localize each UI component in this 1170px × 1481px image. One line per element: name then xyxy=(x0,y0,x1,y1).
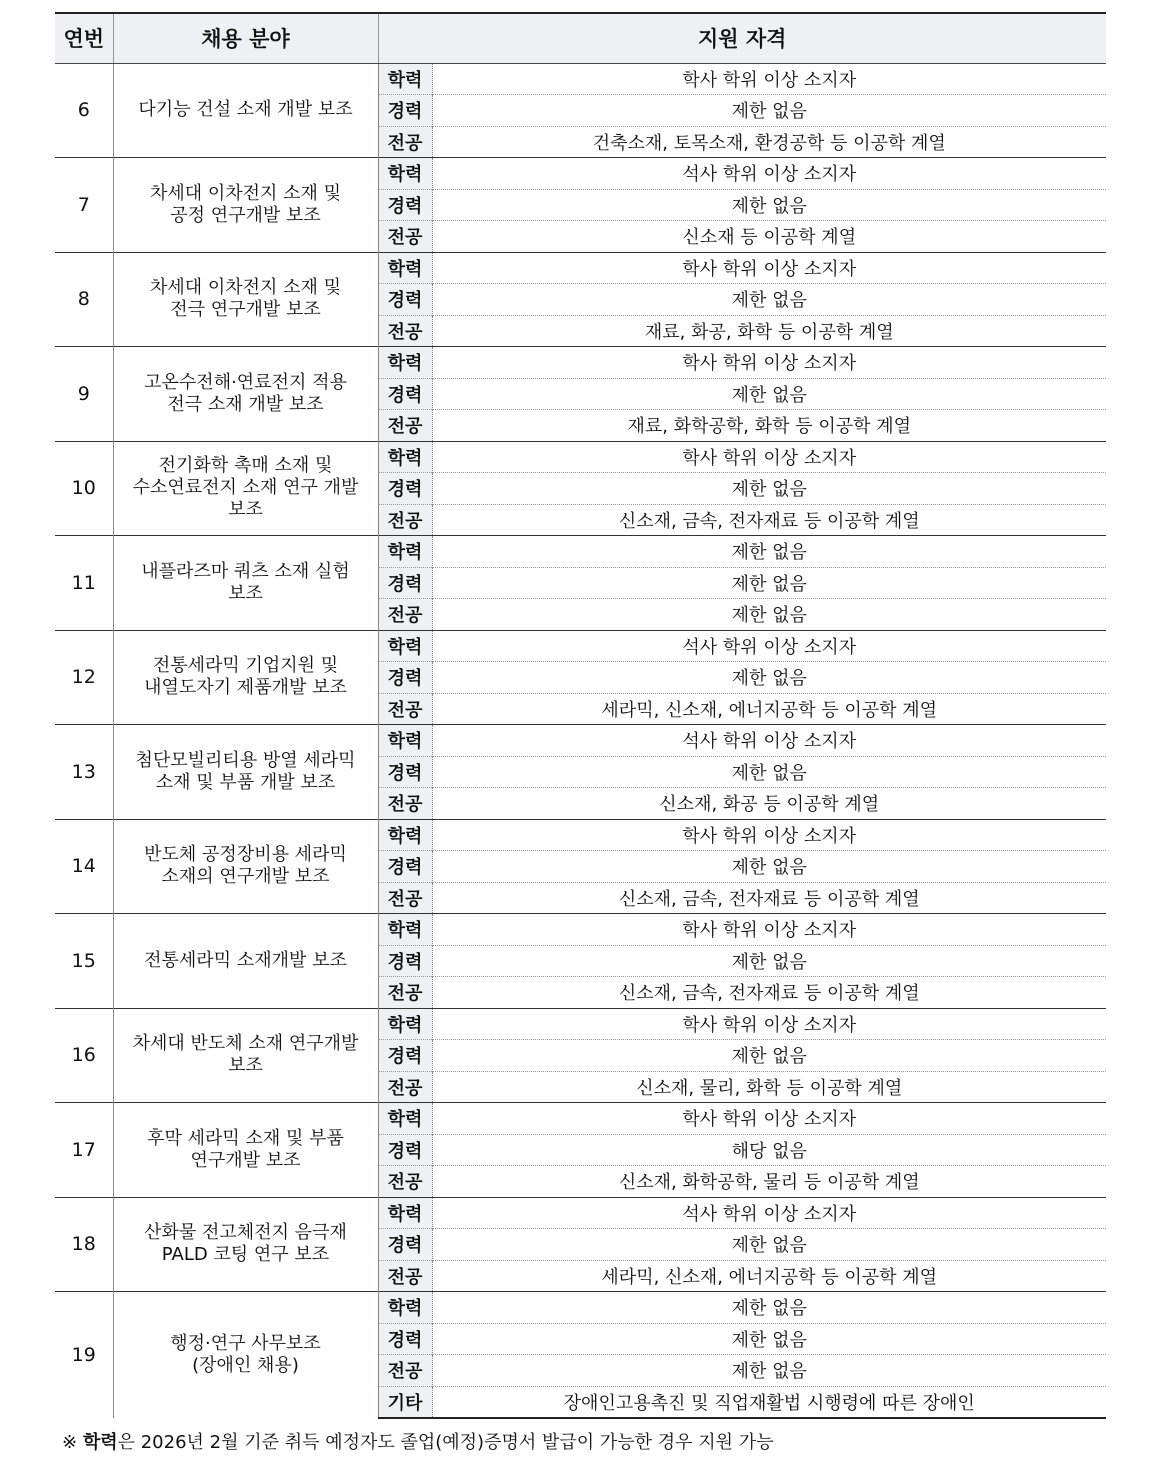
row-number: 10 xyxy=(55,441,113,536)
qualification-value: 신소재 등 이공학 계열 xyxy=(432,221,1106,253)
qualification-value: 학사 학위 이상 소지자 xyxy=(432,441,1106,473)
qualification-value: 재료, 화학공학, 화학 등 이공학 계열 xyxy=(432,410,1106,442)
qualification-label: 전공 xyxy=(378,221,432,253)
recruitment-field-line: 내플라즈마 쿼츠 소재 실험 xyxy=(141,560,350,582)
recruitment-field xyxy=(113,158,378,253)
qualification-label: 전공 xyxy=(378,126,432,158)
recruitment-field xyxy=(113,819,378,914)
qualification-label: 기타 xyxy=(378,1386,432,1418)
qualification-value: 신소재, 금속, 전자재료 등 이공학 계열 xyxy=(432,882,1106,914)
qualification-label: 학력 xyxy=(378,536,432,568)
qualification-value: 제한 없음 xyxy=(432,1355,1106,1387)
header-field: 채용 분야 xyxy=(113,13,378,63)
qualification-label: 전공 xyxy=(378,977,432,1009)
qualification-label: 전공 xyxy=(378,1260,432,1292)
qualification-label: 경력 xyxy=(378,473,432,505)
row-number: 13 xyxy=(55,725,113,820)
qualification-label: 전공 xyxy=(378,693,432,725)
footnote xyxy=(62,1428,774,1454)
row-number: 8 xyxy=(55,252,113,347)
recruitment-field-line: 소재 및 부품 개발 보조 xyxy=(155,771,336,793)
qualification-label: 전공 xyxy=(378,1071,432,1103)
qualification-value: 학사 학위 이상 소지자 xyxy=(432,914,1106,946)
recruitment-field-line: 보조 xyxy=(228,582,263,604)
qualification-value: 제한 없음 xyxy=(432,284,1106,316)
recruitment-field-line: 보조 xyxy=(228,1055,263,1077)
qualification-table xyxy=(55,12,1106,1419)
qualification-label: 전공 xyxy=(378,1355,432,1387)
recruitment-field xyxy=(113,1197,378,1292)
qualification-value: 신소재, 금속, 전자재료 등 이공학 계열 xyxy=(432,977,1106,1009)
qualification-label: 학력 xyxy=(378,63,432,95)
recruitment-field xyxy=(113,725,378,820)
recruitment-field-line: 내열도자기 제품개발 보조 xyxy=(144,677,347,699)
table-row xyxy=(55,1008,1106,1040)
row-number: 7 xyxy=(55,158,113,253)
qualification-value: 세라믹, 신소재, 에너지공학 등 이공학 계열 xyxy=(432,1260,1106,1292)
qualification-value: 제한 없음 xyxy=(432,1292,1106,1324)
qualification-value: 학사 학위 이상 소지자 xyxy=(432,819,1106,851)
recruitment-field-line: 차세대 이차전지 소재 및 xyxy=(149,277,342,299)
recruitment-field-line: 공정 연구개발 보조 xyxy=(170,204,321,226)
qualification-label: 학력 xyxy=(378,1008,432,1040)
footnote-mark: ※ xyxy=(62,1432,78,1453)
recruitment-field xyxy=(113,630,378,725)
header-num: 연번 xyxy=(55,13,113,63)
table-row xyxy=(55,819,1106,851)
qualification-value: 제한 없음 xyxy=(432,851,1106,883)
qualification-label: 경력 xyxy=(378,1229,432,1261)
footnote-bold: 학력 xyxy=(82,1432,118,1453)
row-number: 12 xyxy=(55,630,113,725)
row-number: 15 xyxy=(55,914,113,1009)
qualification-value: 제한 없음 xyxy=(432,95,1106,127)
recruitment-field-line: PALD 코팅 연구 보조 xyxy=(161,1244,330,1266)
table-row xyxy=(55,252,1106,284)
recruitment-field xyxy=(113,1008,378,1103)
row-number: 16 xyxy=(55,1008,113,1103)
recruitment-field-line: 전기화학 촉매 소재 및 xyxy=(158,455,333,477)
header-qualification: 지원 자격 xyxy=(378,13,1106,63)
table-row xyxy=(55,1292,1106,1324)
qualification-value: 제한 없음 xyxy=(432,599,1106,631)
qualification-value: 제한 없음 xyxy=(432,662,1106,694)
qualification-value: 제한 없음 xyxy=(432,567,1106,599)
qualification-label: 경력 xyxy=(378,189,432,221)
qualification-value: 장애인고용촉진 및 직업재활법 시행령에 따른 장애인 xyxy=(432,1386,1106,1418)
table-row xyxy=(55,1103,1106,1135)
recruitment-field xyxy=(113,536,378,631)
qualification-value: 학사 학위 이상 소지자 xyxy=(432,1103,1106,1135)
table-row xyxy=(55,63,1106,95)
recruitment-field xyxy=(113,1103,378,1198)
recruitment-field-line: 첨단모빌리티용 방열 세라믹 xyxy=(135,749,356,771)
table-row xyxy=(55,441,1106,473)
qualification-value: 제한 없음 xyxy=(432,1323,1106,1355)
qualification-value: 학사 학위 이상 소지자 xyxy=(432,347,1106,379)
qualification-label: 경력 xyxy=(378,1134,432,1166)
qualification-value: 제한 없음 xyxy=(432,189,1106,221)
row-number: 6 xyxy=(55,63,113,158)
footnote-text: 은 2026년 2월 기준 취득 예정자도 졸업(예정)증명서 발급이 가능한 경우 지원 가능 xyxy=(117,1432,774,1453)
qualification-label: 학력 xyxy=(378,1292,432,1324)
qualification-value: 신소재, 물리, 화학 등 이공학 계열 xyxy=(432,1071,1106,1103)
qualification-value: 신소재, 화학공학, 물리 등 이공학 계열 xyxy=(432,1166,1106,1198)
row-number: 18 xyxy=(55,1197,113,1292)
qualification-value: 세라믹, 신소재, 에너지공학 등 이공학 계열 xyxy=(432,693,1106,725)
row-number: 11 xyxy=(55,536,113,631)
qualification-label: 전공 xyxy=(378,882,432,914)
recruitment-field xyxy=(113,1292,378,1418)
qualification-label: 학력 xyxy=(378,347,432,379)
qualification-value: 해당 없음 xyxy=(432,1134,1106,1166)
recruitment-field-line: 후막 세라믹 소재 및 부품 xyxy=(147,1127,344,1149)
qualification-value: 석사 학위 이상 소지자 xyxy=(432,630,1106,662)
qualification-label: 경력 xyxy=(378,1323,432,1355)
qualification-label: 학력 xyxy=(378,158,432,190)
qualification-label: 학력 xyxy=(378,441,432,473)
row-number: 17 xyxy=(55,1103,113,1198)
table-body xyxy=(55,63,1106,1418)
qualification-label: 학력 xyxy=(378,252,432,284)
qualification-label: 경력 xyxy=(378,378,432,410)
recruitment-field-line: 행정·연구 사무보조 xyxy=(170,1332,321,1354)
table-header-row xyxy=(55,13,1106,63)
recruitment-field-line: 전극 연구개발 보조 xyxy=(170,299,321,321)
qualification-label: 전공 xyxy=(378,1166,432,1198)
qualification-value: 제한 없음 xyxy=(432,1040,1106,1072)
table-row xyxy=(55,158,1106,190)
recruitment-field xyxy=(113,347,378,442)
recruitment-field-line: 전통세라믹 소재개발 보조 xyxy=(144,949,347,971)
qualification-value: 제한 없음 xyxy=(432,756,1106,788)
recruitment-field-line: (장애인 채용) xyxy=(192,1354,299,1376)
row-number: 19 xyxy=(55,1292,113,1418)
recruitment-field-line: 반도체 공정장비용 세라믹 xyxy=(144,844,347,866)
qualification-label: 학력 xyxy=(378,630,432,662)
recruitment-field-line: 전통세라믹 기업지원 및 xyxy=(152,655,339,677)
qualification-label: 경력 xyxy=(378,756,432,788)
qualification-label: 경력 xyxy=(378,945,432,977)
recruitment-field xyxy=(113,914,378,1009)
table-row xyxy=(55,630,1106,662)
qualification-label: 전공 xyxy=(378,599,432,631)
recruitment-field-line: 소재의 연구개발 보조 xyxy=(161,866,330,888)
table-row xyxy=(55,347,1106,379)
recruitment-field xyxy=(113,252,378,347)
table-row xyxy=(55,536,1106,568)
qualification-label: 경력 xyxy=(378,284,432,316)
row-number: 14 xyxy=(55,819,113,914)
qualification-label: 경력 xyxy=(378,851,432,883)
qualification-value: 건축소재, 토목소재, 환경공학 등 이공학 계열 xyxy=(432,126,1106,158)
qualification-value: 재료, 화공, 화학 등 이공학 계열 xyxy=(432,315,1106,347)
qualification-value: 제한 없음 xyxy=(432,378,1106,410)
qualification-value: 제한 없음 xyxy=(432,1229,1106,1261)
qualification-table-container xyxy=(55,12,1106,1419)
qualification-label: 전공 xyxy=(378,788,432,820)
qualification-label: 전공 xyxy=(378,315,432,347)
qualification-label: 경력 xyxy=(378,1040,432,1072)
qualification-label: 경력 xyxy=(378,567,432,599)
qualification-label: 학력 xyxy=(378,1103,432,1135)
qualification-value: 제한 없음 xyxy=(432,945,1106,977)
recruitment-field-line: 차세대 이차전지 소재 및 xyxy=(149,182,342,204)
qualification-label: 경력 xyxy=(378,95,432,127)
qualification-label: 전공 xyxy=(378,410,432,442)
recruitment-field-line: 산화물 전고체전지 음극재 xyxy=(144,1222,347,1244)
qualification-value: 제한 없음 xyxy=(432,536,1106,568)
qualification-label: 전공 xyxy=(378,504,432,536)
qualification-label: 학력 xyxy=(378,1197,432,1229)
qualification-label: 경력 xyxy=(378,662,432,694)
row-number: 9 xyxy=(55,347,113,442)
qualification-value: 학사 학위 이상 소지자 xyxy=(432,252,1106,284)
qualification-value: 석사 학위 이상 소지자 xyxy=(432,1197,1106,1229)
recruitment-field xyxy=(113,441,378,536)
recruitment-field-line: 보조 xyxy=(228,499,263,521)
qualification-label: 학력 xyxy=(378,914,432,946)
qualification-value: 학사 학위 이상 소지자 xyxy=(432,63,1106,95)
recruitment-field-line: 다기능 건설 소재 개발 보조 xyxy=(138,99,353,121)
recruitment-field-line: 연구개발 보조 xyxy=(190,1149,301,1171)
qualification-value: 석사 학위 이상 소지자 xyxy=(432,158,1106,190)
qualification-value: 학사 학위 이상 소지자 xyxy=(432,1008,1106,1040)
qualification-value: 제한 없음 xyxy=(432,473,1106,505)
recruitment-field xyxy=(113,63,378,158)
recruitment-field-line: 고온수전해·연료전지 적용 xyxy=(144,371,347,393)
table-row xyxy=(55,914,1106,946)
recruitment-field-line: 수소연료전지 소재 연구 개발 xyxy=(132,477,359,499)
table-row xyxy=(55,725,1106,757)
recruitment-field-line: 차세대 반도체 소재 연구개발 xyxy=(132,1033,359,1055)
table-row xyxy=(55,1197,1106,1229)
qualification-value: 석사 학위 이상 소지자 xyxy=(432,725,1106,757)
qualification-label: 학력 xyxy=(378,819,432,851)
qualification-value: 신소재, 화공 등 이공학 계열 xyxy=(432,788,1106,820)
qualification-label: 학력 xyxy=(378,725,432,757)
recruitment-field-line: 전극 소재 개발 보조 xyxy=(167,393,324,415)
qualification-value: 신소재, 금속, 전자재료 등 이공학 계열 xyxy=(432,504,1106,536)
